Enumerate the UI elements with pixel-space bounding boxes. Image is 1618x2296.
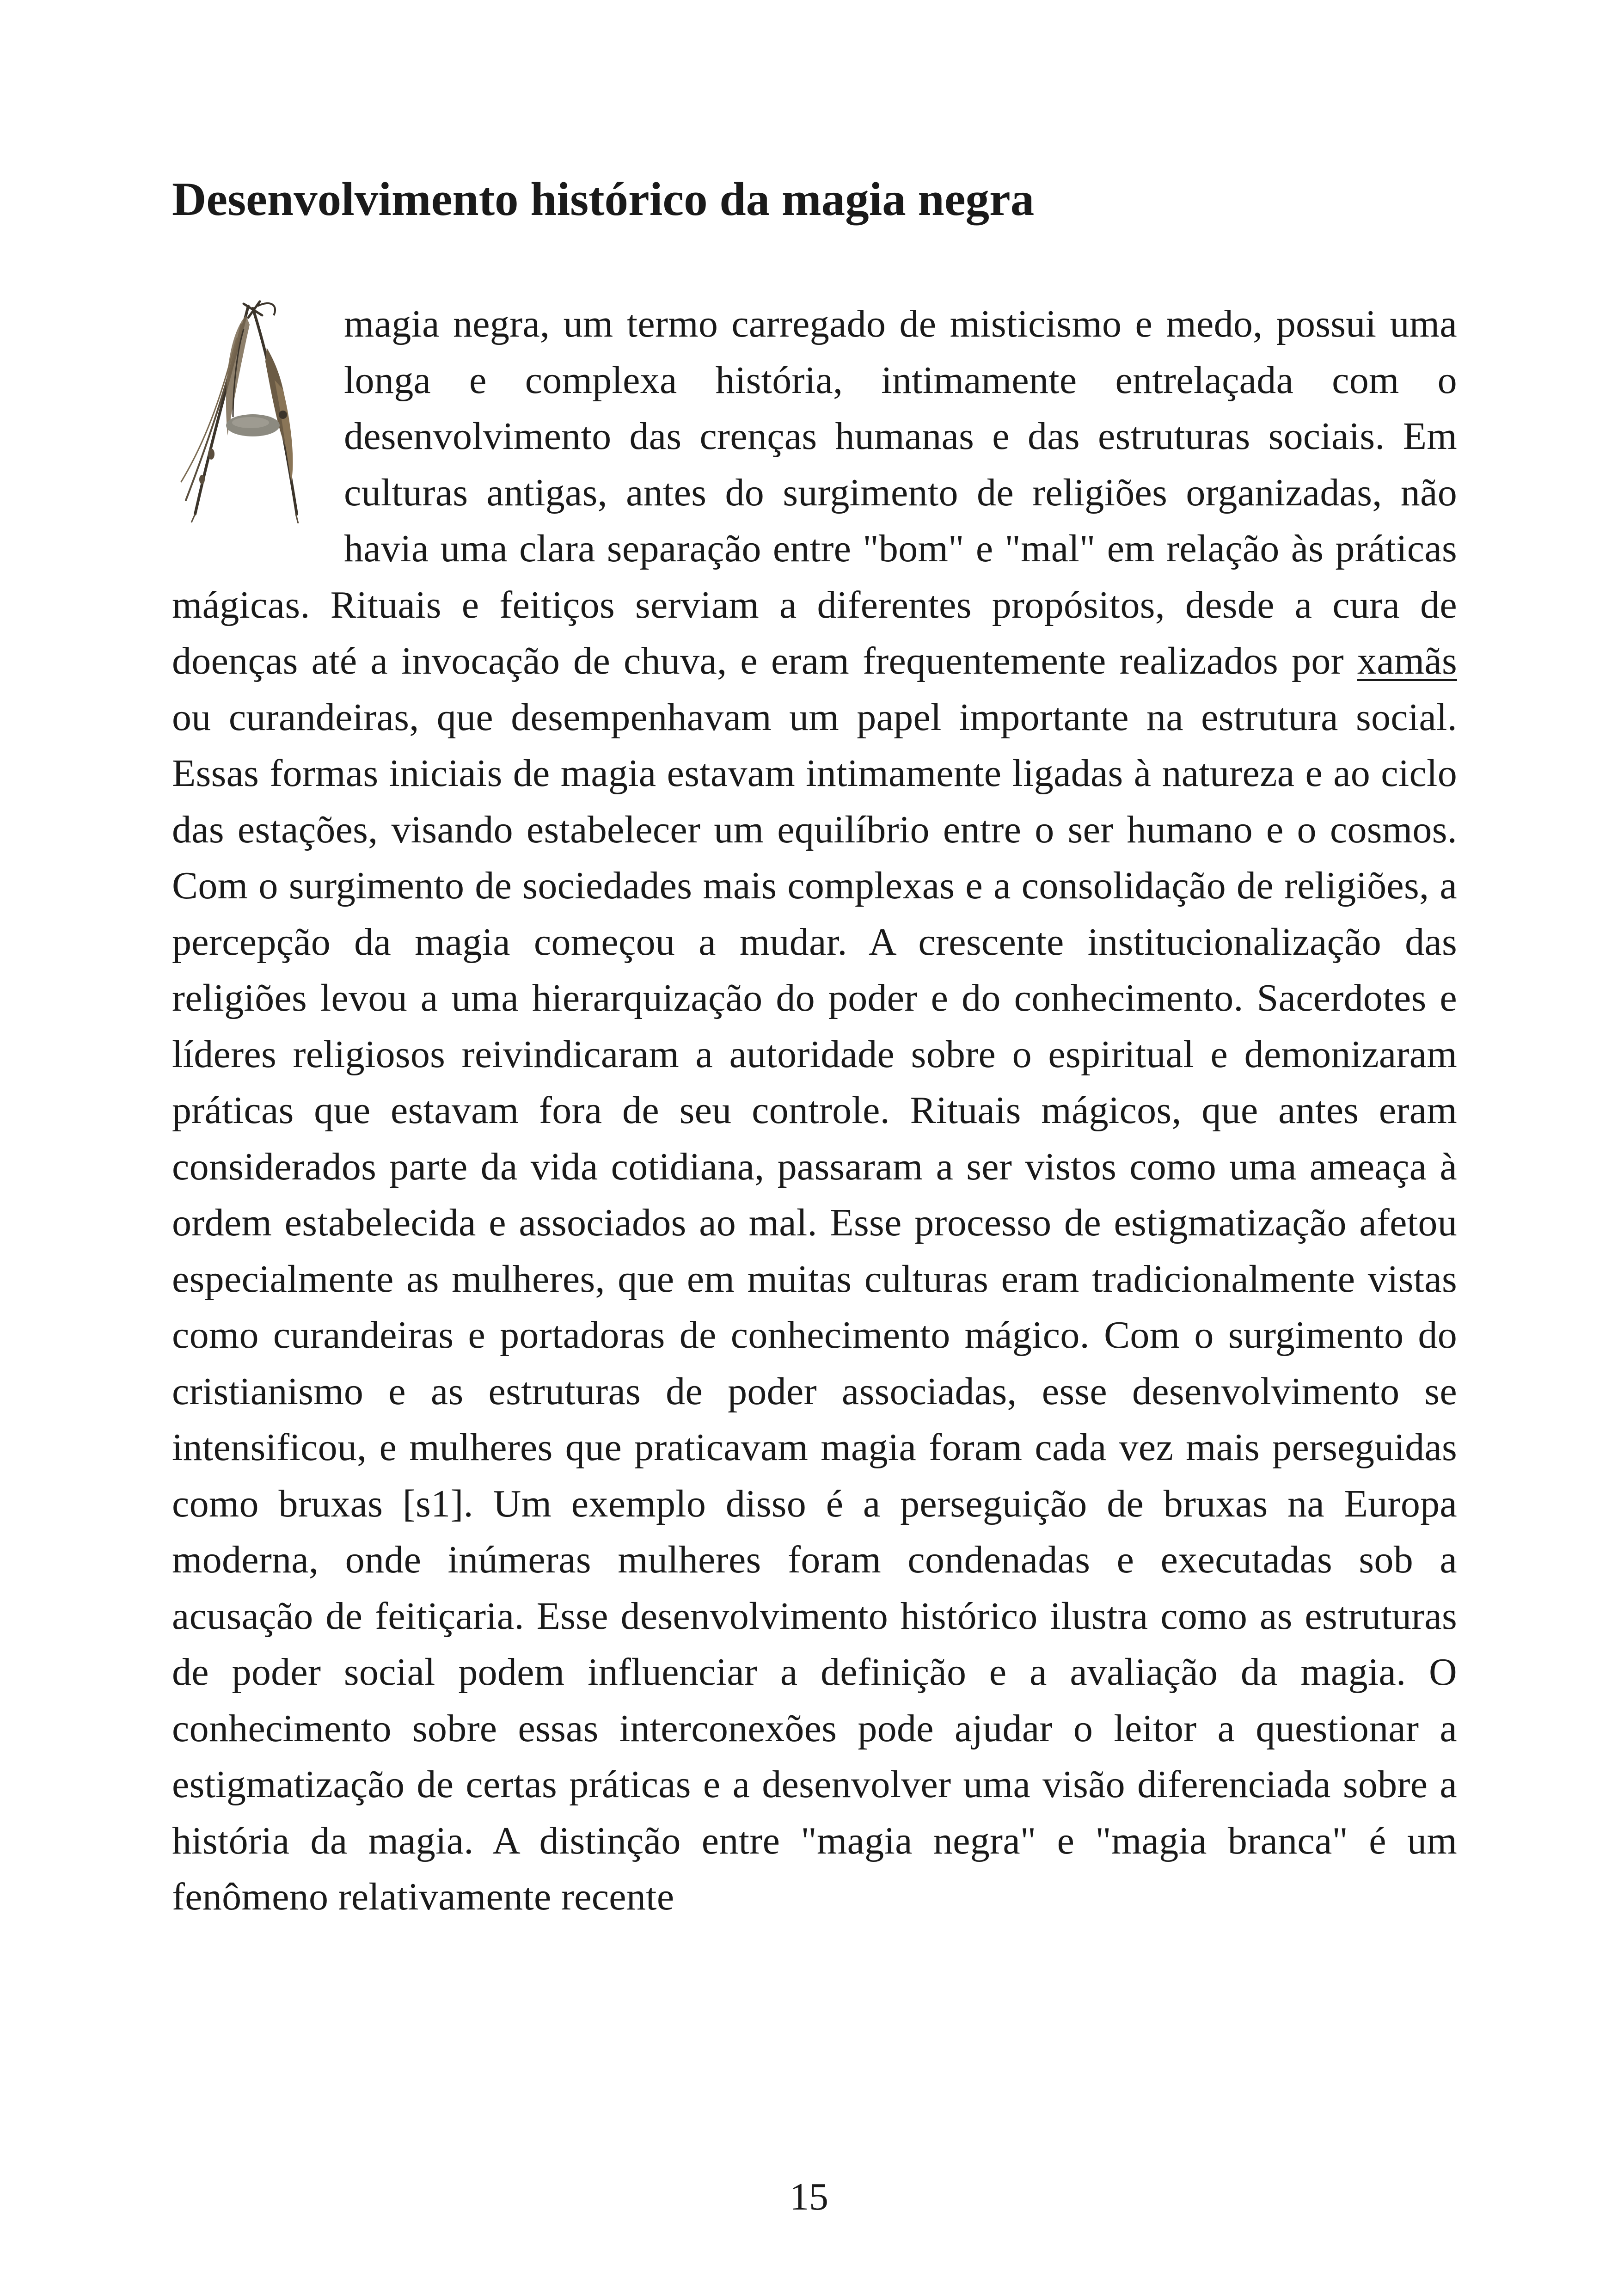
paragraph-text-part-2: ou curandeiras, que desempenhavam um papel importante na estrutura social. Essas formas iniciais de magia estavam intimamente ligadas à natureza e ao ciclo das estações, visando estabelecer um equilíbrio entre o ser humano e o cosmos. Com o surgimento de sociedades mais complexas e a consolidação de religiões, a percepção da magia começou a mudar. A crescente institucionalização das religiões levou a uma hierarquização do poder e do conhecimento. Sacerdotes e líderes religiosos reivindicaram a autoridade sobre o espiritual e demonizaram práticas que estavam fora de seu controle. Rituais mágicos, que antes eram considerados parte da vida cotidiana, passaram a ser vistos como uma ameaça à ordem estabelecida e associados ao mal. Esse processo de estigmatização afetou especialmente as mulheres, que em muitas culturas eram tradicionalmente vistas como curandeiras e portadoras de conhecimento mágico. Com o surgimento do cristianismo e as estruturas de poder associadas, esse desenvolvimento se intensificou, e mulheres que praticavam magia foram cada vez mais perseguidas como bruxas [s1]. Um exemplo disso é a perseguição de bruxas na Europa moderna, onde inúmeras mulheres foram condenadas e executadas sob a acusação de feitiçaria. Esse desenvolvimento histórico ilustra como as estruturas de poder social podem influenciar a definição e a avaliação da magia. O conhecimento sobre essas interconexões pode ajudar o leitor a questionar a estigmatização de certas práticas e a desenvolver uma visão diferenciada sobre a história da magia. A distinção entre "magia negra" e "magia branca" é um fenômeno relativamente recente [172, 695, 1457, 1918]
paragraph-text-part-1: magia negra, um termo carregado de misticismo e medo, possui uma longa e complexa história, intimamente entrelaçada com o desenvolvimento das crenças humanas e das estruturas sociais. Em culturas antigas, antes do surgimento de religiões organizadas, não havia uma clara separação entre "bom" e "mal" em relação às práticas mágicas. Rituais e feitiços serviam a diferentes propósitos, desde a cura de doenças até a invocação de chuva, e eram frequentemente realizados por [172, 302, 1457, 682]
ornamental-feather-letter-icon [167, 297, 334, 523]
chapter-title: Desenvolvimento histórico da magia negra [172, 173, 1035, 226]
page-number: 15 [790, 2175, 828, 2218]
body-paragraph [172, 296, 1457, 1925]
term-link-xamas[interactable]: xamãs [1357, 639, 1457, 682]
drop-cap [167, 297, 334, 523]
